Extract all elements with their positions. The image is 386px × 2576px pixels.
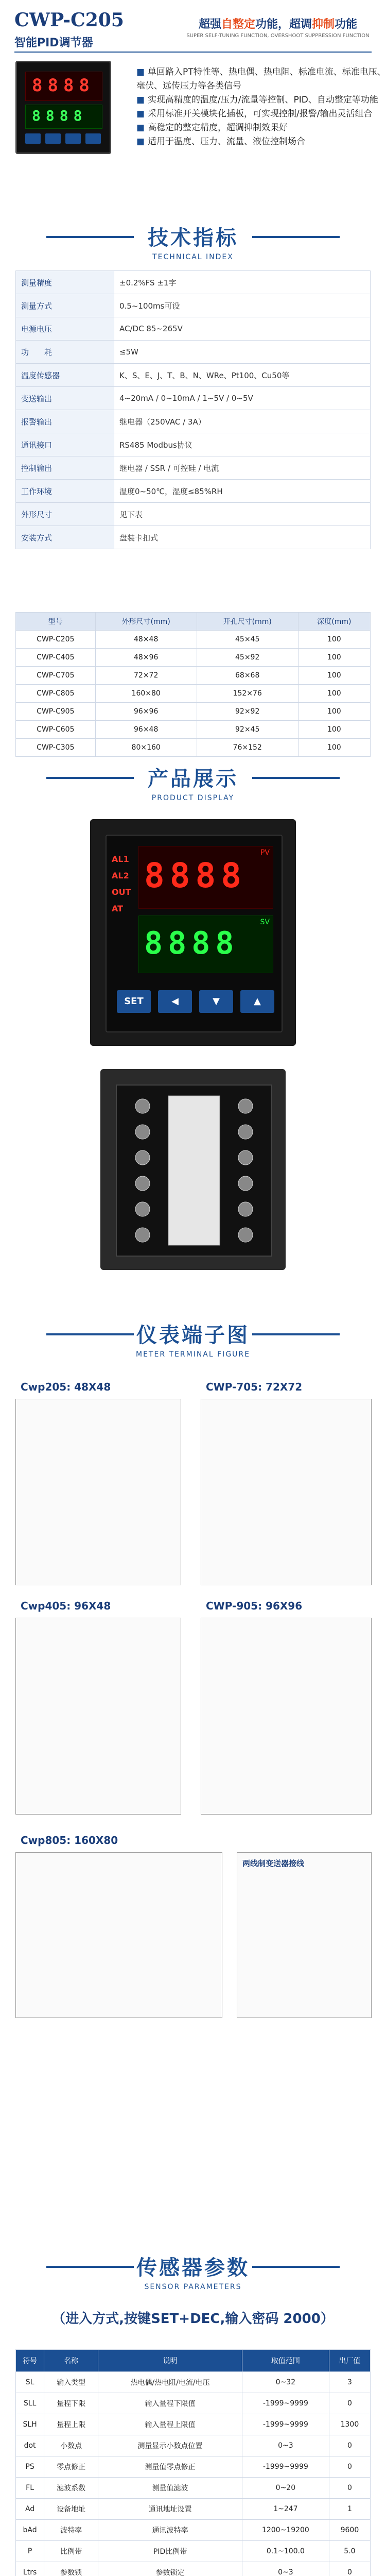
feature-item: ■ 单回路入PT特性等、热电偶、热电阻、标准电流、标准电压、毫伏、远传压力等各类信号: [136, 67, 386, 91]
param-row: [16, 2541, 371, 2562]
front-panel: [106, 835, 283, 1032]
wiring-diagram-905: [201, 1618, 372, 1815]
model-cell: 72×72: [95, 667, 197, 685]
header-line-left: [46, 777, 134, 779]
feature-item: ■ 采用标准开关模块化插板，可实现控制/报警/输出灵活组合: [136, 109, 373, 119]
diagram-label-705: CWP-705: 72X72: [206, 1381, 303, 1393]
param-row: [16, 2414, 371, 2435]
param-cell: SLH: [16, 2414, 44, 2435]
param-cell: 热电偶/热电阻/电流/电压: [98, 2372, 242, 2393]
param-cell: 0: [329, 2456, 370, 2478]
param-cell: 小数点: [44, 2435, 98, 2456]
param-row: [16, 2435, 371, 2456]
spec-row: [16, 387, 371, 410]
param-cell: 滤波系数: [44, 2478, 98, 2499]
wiring-section-header: [0, 1319, 386, 1359]
model-cell: 76×152: [197, 739, 298, 757]
param-cell: -1999~9999: [242, 2414, 329, 2435]
spec-key: 温度传感器: [16, 364, 114, 387]
model-cell: 45×92: [197, 649, 298, 667]
header-line-left: [46, 2266, 134, 2268]
spec-value: 见下表: [114, 503, 371, 526]
param-cell: 设备地址: [44, 2499, 98, 2520]
wiring-title-en: METER TERMINAL FIGURE: [136, 1350, 250, 1359]
param-cell: 0: [329, 2393, 370, 2414]
model-cell: 68×68: [197, 667, 298, 685]
param-col-header: 说明: [98, 2350, 242, 2372]
model-cell: 100: [298, 703, 370, 721]
sv-display-thumb: 8888: [25, 105, 102, 129]
diagram-label-905: CWP-905: 96X96: [206, 1600, 303, 1612]
spec-section-header: [0, 222, 386, 261]
param-cell: SLL: [16, 2393, 44, 2414]
spec-key: 控制输出: [16, 456, 114, 480]
header-line-right: [252, 777, 340, 779]
wiring-diagram-405: [15, 1618, 181, 1815]
pv-label: PV: [260, 849, 270, 857]
spec-value: 温度0~50℃，湿度≤85%RH: [114, 480, 371, 503]
spec-value: ±0.2%FS ±1字: [114, 271, 371, 294]
param-col-header: 取值范围: [242, 2350, 329, 2372]
model-cell: CWP-C205: [16, 631, 96, 649]
param-cell: 0~32: [242, 2372, 329, 2393]
slogan: 超强自整定功能，超调抑制功能: [198, 18, 358, 31]
param-row: [16, 2562, 371, 2576]
model-row: [16, 667, 371, 685]
spec-key: 通讯接口: [16, 433, 114, 456]
param-row: [16, 2478, 371, 2499]
brand-subtitle: 智能PID调节器: [14, 37, 93, 49]
spec-key: 测量精度: [16, 271, 114, 294]
model-cell: 92×45: [197, 721, 298, 739]
bullet-icon: ■: [136, 109, 145, 119]
spec-row: [16, 480, 371, 503]
param-cell: 零点修正: [44, 2456, 98, 2478]
product-section-header: [0, 762, 386, 802]
feature-item: ■ 适用于温度、压力、流量、液位控制场合: [136, 137, 306, 147]
spec-value: 继电器 / SSR / 可控硅 / 电流: [114, 456, 371, 480]
model-cell: 100: [298, 667, 370, 685]
spec-value: AC/DC 85~265V: [114, 317, 371, 341]
param-cell: 输入类型: [44, 2372, 98, 2393]
param-cell: 参数锁: [44, 2562, 98, 2576]
param-cell: 1300: [329, 2414, 370, 2435]
wiring-diagram-705: [201, 1399, 372, 1585]
header-line-left: [46, 236, 134, 238]
model-cell: CWP-C805: [16, 685, 96, 703]
param-entry-hint: （进入方式,按键SET+DEC,输入密码 2000）: [52, 2311, 334, 2327]
param-cell: 测量值零点修正: [98, 2456, 242, 2478]
pv-display-thumb: 8888: [25, 72, 102, 101]
param-cell: 1200~19200: [242, 2520, 329, 2541]
diagram-label-805: Cwp805: 160X80: [21, 1834, 118, 1846]
spec-value: RS485 Modbus协议: [114, 433, 371, 456]
param-row: [16, 2499, 371, 2520]
spec-row: [16, 410, 371, 433]
up-arrow-button[interactable]: [240, 990, 274, 1013]
model-row: [16, 649, 371, 667]
indicator-labels: AL1 AL2 OUT AT: [112, 854, 131, 913]
spec-value: K、S、E、J、T、B、N、WRe、Pt100、Cu50等: [114, 364, 371, 387]
product-title: 产品展示: [148, 767, 238, 791]
param-row: [16, 2456, 371, 2478]
left-arrow-button[interactable]: [158, 990, 192, 1013]
spec-key: 变送输出: [16, 387, 114, 410]
param-cell: FL: [16, 2478, 44, 2499]
left-arrow-icon: ◀: [171, 996, 179, 1007]
param-cell: 3: [329, 2372, 370, 2393]
brand-title: CWP-C205: [14, 9, 124, 31]
terminal-screws: [117, 1086, 271, 1256]
model-col-header: 开孔尺寸(mm): [197, 613, 298, 631]
param-cell: Ad: [16, 2499, 44, 2520]
param-cell: 0: [329, 2478, 370, 2499]
header-line-left: [46, 1333, 134, 1335]
spec-value: 0.5~100ms可设: [114, 294, 371, 317]
two-wire-note: 两线制变送器接线: [242, 1859, 305, 1868]
spec-title: 技术指标: [148, 226, 238, 250]
param-section-header: [0, 2251, 386, 2291]
param-cell: 9600: [329, 2520, 370, 2541]
model-cell: 100: [298, 649, 370, 667]
spec-value: ≤5W: [114, 341, 371, 364]
param-cell: 比例带: [44, 2541, 98, 2562]
spec-row: [16, 294, 371, 317]
pv-display: 8888 PV: [138, 846, 273, 909]
param-cell: 0: [329, 2435, 370, 2456]
param-cell: PID比例带: [98, 2541, 242, 2562]
header-line-right: [252, 236, 340, 238]
spec-key: 工作环境: [16, 480, 114, 503]
model-cell: 152×76: [197, 685, 298, 703]
bullet-icon: ■: [136, 95, 145, 105]
spec-row: [16, 526, 371, 549]
down-arrow-button[interactable]: [199, 990, 233, 1013]
wiring-diagram-805: [15, 1852, 222, 2018]
param-cell: PS: [16, 2456, 44, 2478]
model-cell: CWP-C405: [16, 649, 96, 667]
param-cell: -1999~9999: [242, 2393, 329, 2414]
feature-item: ■ 实现高精度的温度/压力/流量等控制、PID、自动整定等功能: [136, 95, 378, 105]
param-cell: 通讯地址设置: [98, 2499, 242, 2520]
thumb-button: [45, 133, 61, 144]
header-line-right: [252, 2266, 340, 2268]
rear-terminal-block: [116, 1084, 272, 1257]
model-row: [16, 739, 371, 757]
model-col-header: 型号: [16, 613, 96, 631]
spec-row: [16, 456, 371, 480]
model-col-header: 深度(mm): [298, 613, 370, 631]
spec-row: [16, 433, 371, 456]
wiring-title: 仪表端子图: [136, 1324, 250, 1347]
model-cell: 100: [298, 685, 370, 703]
param-cell: 0~3: [242, 2435, 329, 2456]
product-front-view: [90, 819, 296, 1046]
model-row: [16, 703, 371, 721]
spec-row: [16, 503, 371, 526]
param-cell: 量程下限: [44, 2393, 98, 2414]
spec-table: [15, 270, 371, 549]
param-cell: 5.0: [329, 2541, 370, 2562]
header-line-right: [252, 1333, 340, 1335]
product-title-en: PRODUCT DISPLAY: [151, 794, 235, 802]
model-cell: 100: [298, 631, 370, 649]
spec-row: [16, 364, 371, 387]
model-cell: 96×48: [95, 721, 197, 739]
model-cell: 92×92: [197, 703, 298, 721]
model-cell: 45×45: [197, 631, 298, 649]
param-cell: 1~247: [242, 2499, 329, 2520]
param-cell: dot: [16, 2435, 44, 2456]
spec-key: 测量方式: [16, 294, 114, 317]
set-button[interactable]: SET: [117, 990, 151, 1013]
sensor-param-table: [15, 2349, 371, 2576]
param-cell: Ltrs: [16, 2562, 44, 2576]
param-cell: 输入量程上限值: [98, 2414, 242, 2435]
param-row: [16, 2520, 371, 2541]
model-cell: 100: [298, 739, 370, 757]
param-col-header: 出厂值: [329, 2350, 370, 2372]
param-cell: P: [16, 2541, 44, 2562]
param-cell: 0~20: [242, 2478, 329, 2499]
param-cell: 0: [329, 2562, 370, 2576]
model-cell: 96×96: [95, 703, 197, 721]
spec-key: 安装方式: [16, 526, 114, 549]
thumb-button: [25, 133, 41, 144]
spec-title-en: TECHNICAL INDEX: [152, 253, 234, 261]
spec-value: 盘装卡扣式: [114, 526, 371, 549]
model-row: [16, 721, 371, 739]
device-thumbnail: [15, 61, 111, 154]
param-cell: SL: [16, 2372, 44, 2393]
param-cell: 0~3: [242, 2562, 329, 2576]
param-cell: 测量值滤波: [98, 2478, 242, 2499]
spec-key: 功 耗: [16, 341, 114, 364]
diagram-label-205: Cwp205: 48X48: [21, 1381, 111, 1393]
model-cell: CWP-C905: [16, 703, 96, 721]
model-cell: 100: [298, 721, 370, 739]
param-cell: bAd: [16, 2520, 44, 2541]
param-cell: 波特率: [44, 2520, 98, 2541]
model-cell: CWP-C305: [16, 739, 96, 757]
thumb-button: [85, 133, 101, 144]
spec-value: 继电器（250VAC / 3A）: [114, 410, 371, 433]
param-cell: 测量显示小数点位置: [98, 2435, 242, 2456]
thumb-buttons: [25, 133, 101, 145]
bullet-icon: ■: [136, 123, 145, 133]
feature-item: ■ 高稳定的整定精度，超调抑制效果好: [136, 123, 288, 133]
model-cell: CWP-C605: [16, 721, 96, 739]
param-col-header: 名称: [44, 2350, 98, 2372]
param-cell: 通讯波特率: [98, 2520, 242, 2541]
thumb-button: [65, 133, 81, 144]
spec-row: [16, 271, 371, 294]
diagram-label-405: Cwp405: 96X48: [21, 1600, 111, 1612]
spec-key: 电源电压: [16, 317, 114, 341]
product-rear-view: [100, 1069, 286, 1270]
spec-key: 外形尺寸: [16, 503, 114, 526]
two-wire-transmitter-diagram: [237, 1852, 372, 2018]
model-row: [16, 631, 371, 649]
model-col-header: 外形尺寸(mm): [95, 613, 197, 631]
feature-list: [116, 65, 386, 149]
model-cell: 48×48: [95, 631, 197, 649]
sv-display: 8888 SV: [138, 916, 273, 973]
param-col-header: 符号: [16, 2350, 44, 2372]
down-arrow-icon: ▼: [213, 996, 220, 1007]
param-cell: 1: [329, 2499, 370, 2520]
param-title-en: SENSOR PARAMETERS: [144, 2283, 242, 2291]
param-row: [16, 2393, 371, 2414]
spec-key: 报警输出: [16, 410, 114, 433]
spec-value: 4~20mA / 0~10mA / 1~5V / 0~5V: [114, 387, 371, 410]
sv-label: SV: [260, 918, 270, 926]
wiring-diagram-205: [15, 1399, 181, 1585]
model-cell: 80×160: [95, 739, 197, 757]
param-cell: 量程上限: [44, 2414, 98, 2435]
model-cell: CWP-C705: [16, 667, 96, 685]
spec-row: [16, 341, 371, 364]
bullet-icon: ■: [136, 137, 145, 147]
model-cell: 160×80: [95, 685, 197, 703]
bullet-icon: ■: [136, 67, 145, 77]
model-row: [16, 685, 371, 703]
slogan-en: SUPER SELF-TUNING FUNCTION, OVERSHOOT SUPPRESSION FUNCTION: [186, 33, 370, 39]
up-arrow-icon: ▲: [254, 996, 261, 1007]
param-cell: 输入量程下限值: [98, 2393, 242, 2414]
model-size-table: [15, 612, 371, 757]
param-cell: 参数锁定: [98, 2562, 242, 2576]
model-cell: 48×96: [95, 649, 197, 667]
header-divider: [14, 52, 372, 53]
spec-row: [16, 317, 371, 341]
param-row: [16, 2372, 371, 2393]
param-title: 传感器参数: [136, 2256, 250, 2280]
param-cell: 0.1~100.0: [242, 2541, 329, 2562]
param-cell: -1999~9999: [242, 2456, 329, 2478]
